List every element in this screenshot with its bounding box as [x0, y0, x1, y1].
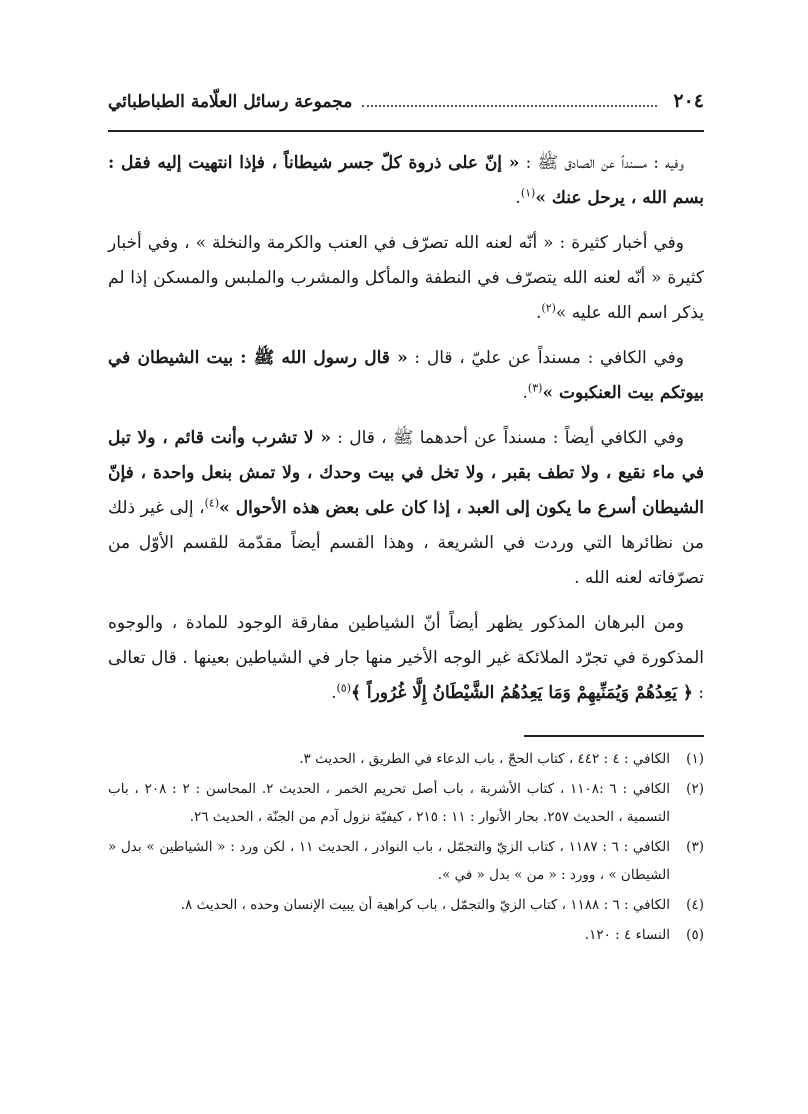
paragraph-1-intro: وفيه : مسنداً عن الصادق ﷺ :	[519, 153, 684, 173]
paragraph-5-text: ومن البرهان المذكور يظهر أيضاً أنّ الشياطين مفارقة الوجود للمادة ، والوجوه المذكورة في تجرّد الملائكة غير الوجه الأخير منها جار في الشياطين بعينها . قال تعالى :	[108, 613, 704, 703]
paragraph-3-intro: وفي الكافي : مسنداً عن عليّ ، قال :	[407, 348, 684, 368]
running-header	[108, 90, 704, 132]
footnote-4	[108, 891, 704, 919]
footnote-separator	[524, 735, 704, 737]
book-page	[108, 90, 704, 951]
paragraph-3-end: .	[522, 383, 528, 403]
paragraph-1-quote: « إنّ على ذروة كلّ جسر شيطاناً ، فإذا انتهيت إليه فقل : بسم الله ، يرحل عنك »	[108, 153, 704, 208]
footnote-ref-3[interactable]: (٣)	[527, 381, 543, 395]
footnote-3	[108, 833, 704, 889]
footnote-2	[108, 775, 704, 831]
paragraph-2	[108, 226, 704, 331]
footnote-ref-4[interactable]: (٤)	[204, 496, 220, 510]
paragraph-3-quote: « قال رسول الله ﷺ : بيت الشيطان في بيوتكم بيت العنكبوت »	[108, 348, 704, 403]
main-text	[108, 146, 704, 711]
book-title: مجموعة رسائل العلّامة الطباطبائي	[108, 92, 353, 112]
paragraph-2-end: .	[535, 303, 542, 323]
footnote-number: (٢)	[686, 781, 704, 797]
paragraph-3	[108, 341, 704, 411]
footnote-number: (٣)	[686, 839, 704, 855]
footnote-ref-2[interactable]: (٢)	[541, 301, 556, 315]
footnote-number: (٥)	[686, 927, 704, 943]
footnote-1	[108, 745, 704, 773]
header-dot-leader	[362, 97, 657, 107]
footnote-ref-1[interactable]: (١)	[520, 186, 536, 200]
paragraph-1	[108, 146, 704, 216]
footnotes	[108, 745, 704, 949]
footnote-5	[108, 921, 704, 949]
paragraph-4-quote: « لا تشرب وأنت قائم ، ولا تبل في ماء نقيع ، ولا تطف بقبر ، ولا تخل في بيت وحدك ، ولا تمش بنعل واحدة ، فإنّ الشيطان أسرع ما يكون إلى العبد ، إذا كان على بعض هذه الأحوال »	[108, 428, 704, 518]
page-number: ٢٠٤	[673, 90, 704, 112]
footnote-number: (٤)	[686, 897, 704, 913]
footnote-number: (١)	[686, 751, 704, 767]
footnote-text: الكافي : ٦ :١١٠٨ ، كتاب الأشربة ، باب أصل تحريم الخمر ، الحديث ٢. المحاسن : ٢ : ٢٠٨ ، باب التسمية ، الحديث ٢٥٧. بحار الأنوار : ١١ : ٢١٥ ، كيفيّة نزول آدم من الجنّة ، الحديث ٢٦.	[108, 781, 670, 825]
paragraph-1-end: .	[515, 188, 521, 208]
paragraph-4-intro: وفي الكافي أيضاً : مسنداً عن أحدهما ﷺ ، قال :	[330, 428, 684, 448]
footnote-text: النساء ٤ : ١٢٠.	[584, 927, 670, 943]
paragraph-4-end: ، إلى غير ذلك من نظائرها التي وردت في الشريعة ، وهذا القسم أيضاً مقدّمة للقسم الأوّل من تصرّفاته لعنه الله .	[108, 498, 704, 588]
paragraph-5-end: .	[331, 683, 337, 703]
footnote-text: الكافي : ٦ : ١١٨٧ ، كتاب الزيّ والتجمّل ، باب النوادر ، الحديث ١١ ، لكن ورد : « الشياطين » بدل « الشيطان » ، وورد : « من » بدل « في ».	[108, 839, 670, 883]
paragraph-2-text: وفي أخبار كثيرة : « أنّه لعنه الله تصرّف في العنب والكرمة والنخلة » ، وفي أخبار كثيرة « أنّه لعنه الله يتصرّف في النطفة والمأكل والمشرب والملبس والمسكن إذا لم يذكر اسم الله عليه »	[108, 233, 704, 323]
footnote-ref-5[interactable]: (٥)	[336, 681, 351, 695]
quranic-verse: ﴿ يَعِدُهُمْ وَيُمَنِّيهِمْ وَمَا يَعِدُهُمُ الشَّيْطَانُ إِلَّا غُرُوراً ﴾	[351, 683, 693, 703]
footnote-text: الكافي : ٦ : ١١٨٨ ، كتاب الزيّ والتجمّل ، باب كراهية أن يبيت الإنسان وحده ، الحديث ٨.	[180, 897, 670, 913]
footnote-text: الكافي : ٤ : ٤٤٢ ، كتاب الحجّ ، باب الدعاء في الطريق ، الحديث ٣.	[299, 751, 670, 767]
paragraph-5	[108, 606, 704, 711]
paragraph-4	[108, 421, 704, 596]
